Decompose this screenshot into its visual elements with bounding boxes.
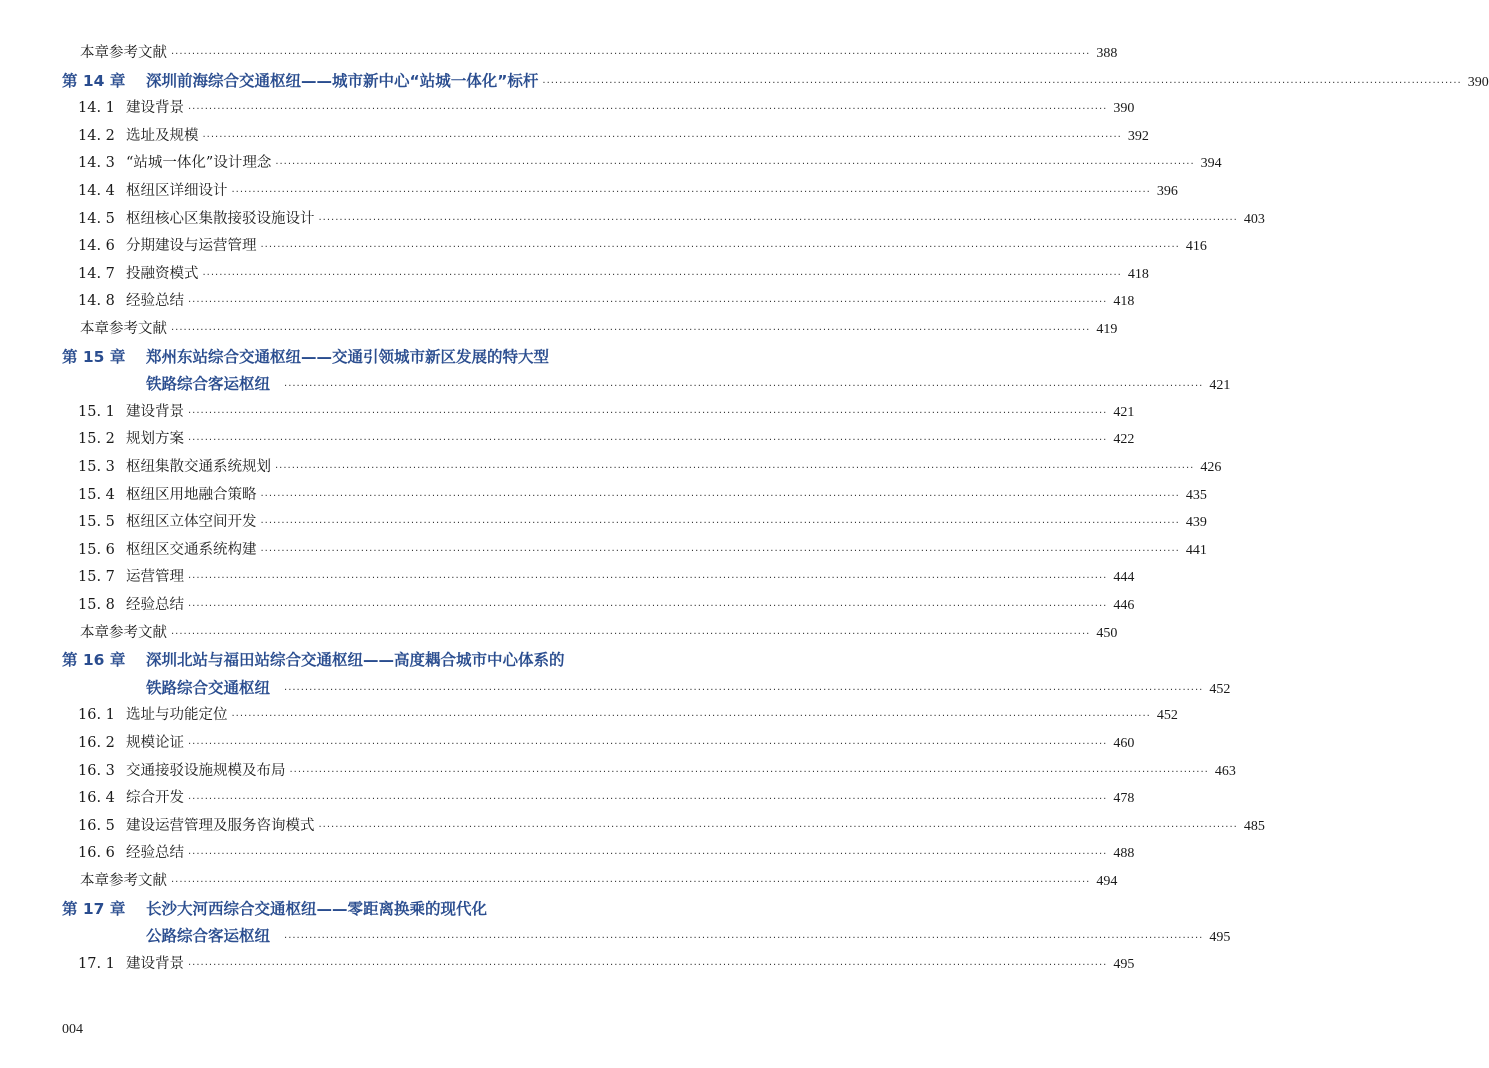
section-number: 14. 2 bbox=[78, 127, 115, 144]
chapter-heading bbox=[62, 897, 732, 921]
references-entry bbox=[80, 622, 1118, 646]
section-title: 本章参考文献 bbox=[80, 321, 167, 337]
entry-label bbox=[78, 263, 199, 285]
section-number: 16. 1 bbox=[78, 707, 115, 724]
dot-leader: ···························································································································································································································· bbox=[275, 463, 1195, 474]
dot-leader: ···························································································································································································································· bbox=[260, 545, 1180, 557]
section-entry bbox=[78, 787, 1135, 811]
section-entry bbox=[78, 180, 1178, 204]
entry-label bbox=[78, 815, 315, 837]
dot-leader: ···························································································································································································································· bbox=[188, 739, 1108, 750]
section-title: “站城一体化”设计理念 bbox=[126, 155, 272, 172]
entry-label bbox=[78, 428, 184, 450]
chapter-title-continued: 铁路综合交通枢纽 bbox=[146, 678, 271, 697]
page-ref: 421 bbox=[1113, 404, 1135, 420]
section-entry bbox=[78, 511, 1207, 535]
page-ref: 485 bbox=[1243, 818, 1265, 834]
section-number: 15. 3 bbox=[78, 459, 115, 475]
page-ref: 495 bbox=[1209, 930, 1231, 946]
dot-leader: ···························································································································································································································· bbox=[188, 794, 1108, 806]
section-entry bbox=[78, 456, 1222, 480]
chapter-heading bbox=[62, 69, 1489, 96]
entry-label bbox=[78, 732, 184, 754]
section-entry bbox=[78, 539, 1207, 563]
dot-leader: ···························································································································································································································· bbox=[188, 297, 1108, 309]
page-ref: 439 bbox=[1185, 515, 1207, 531]
references-entry bbox=[80, 318, 1118, 342]
dot-leader: ···························································································································································································································· bbox=[171, 325, 1091, 336]
section-number: 14. 4 bbox=[78, 183, 115, 199]
section-number: 15. 5 bbox=[78, 514, 115, 531]
section-number: 15. 1 bbox=[78, 403, 115, 420]
section-entry bbox=[78, 428, 1135, 452]
page-ref: 396 bbox=[1156, 184, 1178, 199]
section-entry bbox=[78, 842, 1135, 866]
section-entry bbox=[78, 732, 1135, 756]
entry-label bbox=[80, 870, 167, 892]
section-title: 运营管理 bbox=[126, 569, 184, 586]
page-ref: 419 bbox=[1096, 322, 1118, 337]
section-entry bbox=[78, 97, 1135, 121]
dot-leader: ···························································································································································································································· bbox=[275, 159, 1195, 171]
section-title: 经验总结 bbox=[126, 293, 184, 310]
section-title: 投融资模式 bbox=[126, 265, 199, 282]
section-entry bbox=[78, 566, 1135, 590]
chapter-title: 长沙大河西综合交通枢纽——零距离换乘的现代化 bbox=[146, 899, 488, 918]
section-entry bbox=[78, 953, 1135, 977]
page-ref: 463 bbox=[1214, 763, 1236, 779]
section-title: 经验总结 bbox=[126, 597, 184, 613]
section-title: 枢纽集散交通系统规划 bbox=[126, 459, 271, 475]
entry-label bbox=[80, 318, 167, 340]
chapter-heading bbox=[62, 345, 732, 369]
section-title: 枢纽区交通系统构建 bbox=[126, 541, 257, 558]
section-title: 分期建设与运营管理 bbox=[126, 238, 257, 255]
section-entry bbox=[78, 152, 1222, 176]
references-entry bbox=[80, 870, 1118, 894]
section-title: 规模论证 bbox=[126, 735, 184, 751]
section-title: 枢纽区立体空间开发 bbox=[126, 514, 257, 531]
dot-leader: ···························································································································································································································· bbox=[188, 573, 1108, 585]
entry-label bbox=[78, 180, 228, 202]
dot-leader: ···························································································································································································································· bbox=[188, 407, 1108, 419]
section-entry bbox=[78, 704, 1178, 728]
entry-label bbox=[80, 42, 167, 64]
page-ref: 394 bbox=[1200, 156, 1222, 172]
section-number: 14. 5 bbox=[78, 210, 115, 227]
chapter-title-line bbox=[62, 69, 538, 93]
entry-label bbox=[78, 704, 228, 726]
page-ref: 488 bbox=[1113, 846, 1135, 862]
chapter-title-line bbox=[62, 648, 565, 672]
section-number: 15. 6 bbox=[78, 541, 115, 558]
section-title: 选址及规模 bbox=[126, 127, 199, 144]
section-entry bbox=[78, 235, 1207, 259]
entry-label bbox=[78, 208, 315, 230]
section-title: 枢纽区用地融合策略 bbox=[126, 486, 257, 503]
dot-leader: ···························································································································································································································· bbox=[188, 959, 1108, 971]
section-number: 17. 1 bbox=[78, 955, 115, 972]
section-title: 规划方案 bbox=[126, 431, 184, 448]
dot-leader: ···························································································································································································································· bbox=[188, 849, 1108, 861]
dot-leader: ···························································································································································································································· bbox=[202, 269, 1122, 281]
section-entry bbox=[78, 484, 1207, 508]
dot-leader: ···························································································································································································································· bbox=[260, 242, 1180, 254]
section-title: 交通接驳设施规模及布局 bbox=[126, 762, 286, 779]
section-title: 建设背景 bbox=[126, 100, 184, 117]
section-number: 16. 4 bbox=[78, 790, 115, 807]
dot-leader: ···························································································································································································································· bbox=[318, 821, 1238, 833]
dot-leader: ···························································································································································································································· bbox=[171, 877, 1091, 888]
section-number: 14. 7 bbox=[78, 265, 115, 282]
page-ref: 390 bbox=[1467, 74, 1489, 90]
dot-leader: ···························································································································································································································· bbox=[231, 187, 1151, 198]
section-number: 16. 3 bbox=[78, 762, 115, 779]
entry-label bbox=[78, 539, 257, 561]
chapter-heading bbox=[62, 648, 732, 672]
page-ref: 416 bbox=[1185, 239, 1207, 255]
section-entry bbox=[78, 594, 1135, 618]
section-number: 16. 5 bbox=[78, 817, 115, 834]
entry-label bbox=[78, 125, 199, 147]
dot-leader: ···························································································································································································································· bbox=[202, 131, 1122, 143]
section-number: 15. 2 bbox=[78, 431, 115, 448]
chapter-heading-continued bbox=[146, 676, 1231, 703]
section-number: 15. 8 bbox=[78, 597, 115, 613]
chapter-title-continued: 公路综合客运枢纽 bbox=[146, 927, 271, 946]
chapter-title-line bbox=[62, 897, 487, 921]
section-number: 14. 1 bbox=[78, 100, 115, 117]
page-ref: 421 bbox=[1209, 378, 1231, 394]
section-number: 14. 3 bbox=[78, 155, 115, 172]
section-entry bbox=[78, 263, 1149, 287]
chapter-title: 深圳北站与福田站综合交通枢纽——高度耦合城市中心体系的 bbox=[146, 651, 565, 670]
entry-label bbox=[78, 290, 184, 312]
entry-label bbox=[78, 566, 184, 588]
entry-label bbox=[78, 787, 184, 809]
page-ref: 426 bbox=[1200, 460, 1222, 475]
entry-label bbox=[78, 97, 184, 119]
dot-leader: ···························································································································································································································· bbox=[188, 435, 1108, 447]
page-ref: 460 bbox=[1113, 736, 1135, 751]
page-ref: 494 bbox=[1096, 874, 1118, 889]
section-entry bbox=[78, 815, 1265, 839]
page-ref: 478 bbox=[1113, 791, 1135, 807]
chapter-title-line bbox=[62, 345, 549, 369]
chapter-number: 第 15 章 bbox=[62, 347, 126, 366]
section-entry bbox=[78, 290, 1135, 314]
entry-label bbox=[78, 760, 286, 782]
section-number: 14. 6 bbox=[78, 238, 115, 255]
entry-label bbox=[78, 401, 184, 423]
chapter-number: 第 16 章 bbox=[62, 651, 126, 670]
chapter-number: 第 14 章 bbox=[62, 71, 126, 90]
chapter-number: 第 17 章 bbox=[62, 899, 126, 918]
section-number: 16. 2 bbox=[78, 735, 115, 751]
page-ref: 435 bbox=[1185, 487, 1207, 503]
dot-leader: ···························································································································································································································· bbox=[542, 77, 1462, 89]
section-number: 14. 8 bbox=[78, 293, 115, 310]
section-title: 本章参考文献 bbox=[80, 45, 167, 61]
dot-leader: ···························································································································································································································· bbox=[260, 518, 1180, 530]
page-ref: 495 bbox=[1113, 956, 1135, 972]
section-title: 本章参考文献 bbox=[80, 624, 167, 641]
section-entry bbox=[78, 760, 1236, 784]
page-number: 004 bbox=[62, 1022, 83, 1037]
page-ref: 450 bbox=[1096, 625, 1118, 641]
section-title: 综合开发 bbox=[126, 790, 184, 807]
section-entry bbox=[78, 401, 1135, 425]
page-ref: 390 bbox=[1113, 101, 1135, 117]
chapter-heading-continued bbox=[146, 372, 1231, 399]
section-title: 经验总结 bbox=[126, 845, 184, 862]
section-title: 枢纽核心区集散接驳设施设计 bbox=[126, 210, 315, 227]
dot-leader: ···························································································································································································································· bbox=[289, 766, 1209, 778]
page-ref: 446 bbox=[1113, 598, 1135, 613]
section-title: 选址与功能定位 bbox=[126, 707, 228, 724]
dot-leader: ···························································································································································································································· bbox=[318, 214, 1238, 226]
dot-leader: ···························································································································································································································· bbox=[231, 711, 1151, 723]
section-entry bbox=[78, 208, 1265, 232]
section-number: 16. 6 bbox=[78, 845, 115, 862]
page-ref: 418 bbox=[1113, 294, 1135, 310]
dot-leader: ···························································································································································································································· bbox=[260, 490, 1180, 502]
dot-leader: ···························································································································································································································· bbox=[284, 684, 1204, 696]
page-ref: 441 bbox=[1185, 542, 1207, 558]
dot-leader: ···························································································································································································································· bbox=[188, 601, 1108, 612]
entry-label bbox=[78, 842, 184, 864]
section-entry bbox=[78, 125, 1149, 149]
dot-leader: ···························································································································································································································· bbox=[171, 49, 1091, 60]
page-ref: 418 bbox=[1127, 266, 1149, 282]
entry-label bbox=[78, 511, 257, 533]
page-ref: 452 bbox=[1209, 681, 1231, 697]
entry-label bbox=[78, 484, 257, 506]
section-title: 建设背景 bbox=[126, 403, 184, 420]
entry-label bbox=[78, 235, 257, 257]
section-title: 本章参考文献 bbox=[80, 873, 167, 889]
section-title: 建设背景 bbox=[126, 955, 184, 972]
section-title: 建设运营管理及服务咨询模式 bbox=[126, 817, 315, 834]
page-ref: 444 bbox=[1113, 570, 1135, 586]
page-ref: 452 bbox=[1156, 708, 1178, 724]
section-number: 15. 4 bbox=[78, 486, 115, 503]
entry-label bbox=[78, 953, 184, 975]
entry-label bbox=[78, 594, 184, 616]
chapter-title: 郑州东站综合交通枢纽——交通引领城市新区发展的特大型 bbox=[146, 347, 550, 366]
section-number: 15. 7 bbox=[78, 569, 115, 586]
section-title: 枢纽区详细设计 bbox=[126, 183, 228, 199]
entry-label bbox=[78, 152, 271, 174]
page-ref: 422 bbox=[1113, 432, 1135, 448]
page-ref: 392 bbox=[1127, 128, 1149, 144]
chapter-title-continued: 铁路综合客运枢纽 bbox=[146, 375, 271, 394]
chapter-title: 深圳前海综合交通枢纽——城市新中心“站城一体化”标杆 bbox=[146, 71, 539, 90]
chapter-heading-continued bbox=[146, 924, 1231, 951]
dot-leader: ···························································································································································································································· bbox=[171, 628, 1091, 640]
page-ref: 403 bbox=[1243, 211, 1265, 227]
dot-leader: ···························································································································································································································· bbox=[188, 104, 1108, 116]
dot-leader: ···························································································································································································································· bbox=[284, 381, 1204, 393]
entry-label bbox=[78, 456, 271, 478]
entry-label bbox=[80, 622, 167, 644]
dot-leader: ···························································································································································································································· bbox=[284, 933, 1204, 945]
page-ref: 388 bbox=[1096, 46, 1118, 61]
references-entry bbox=[80, 42, 1118, 66]
